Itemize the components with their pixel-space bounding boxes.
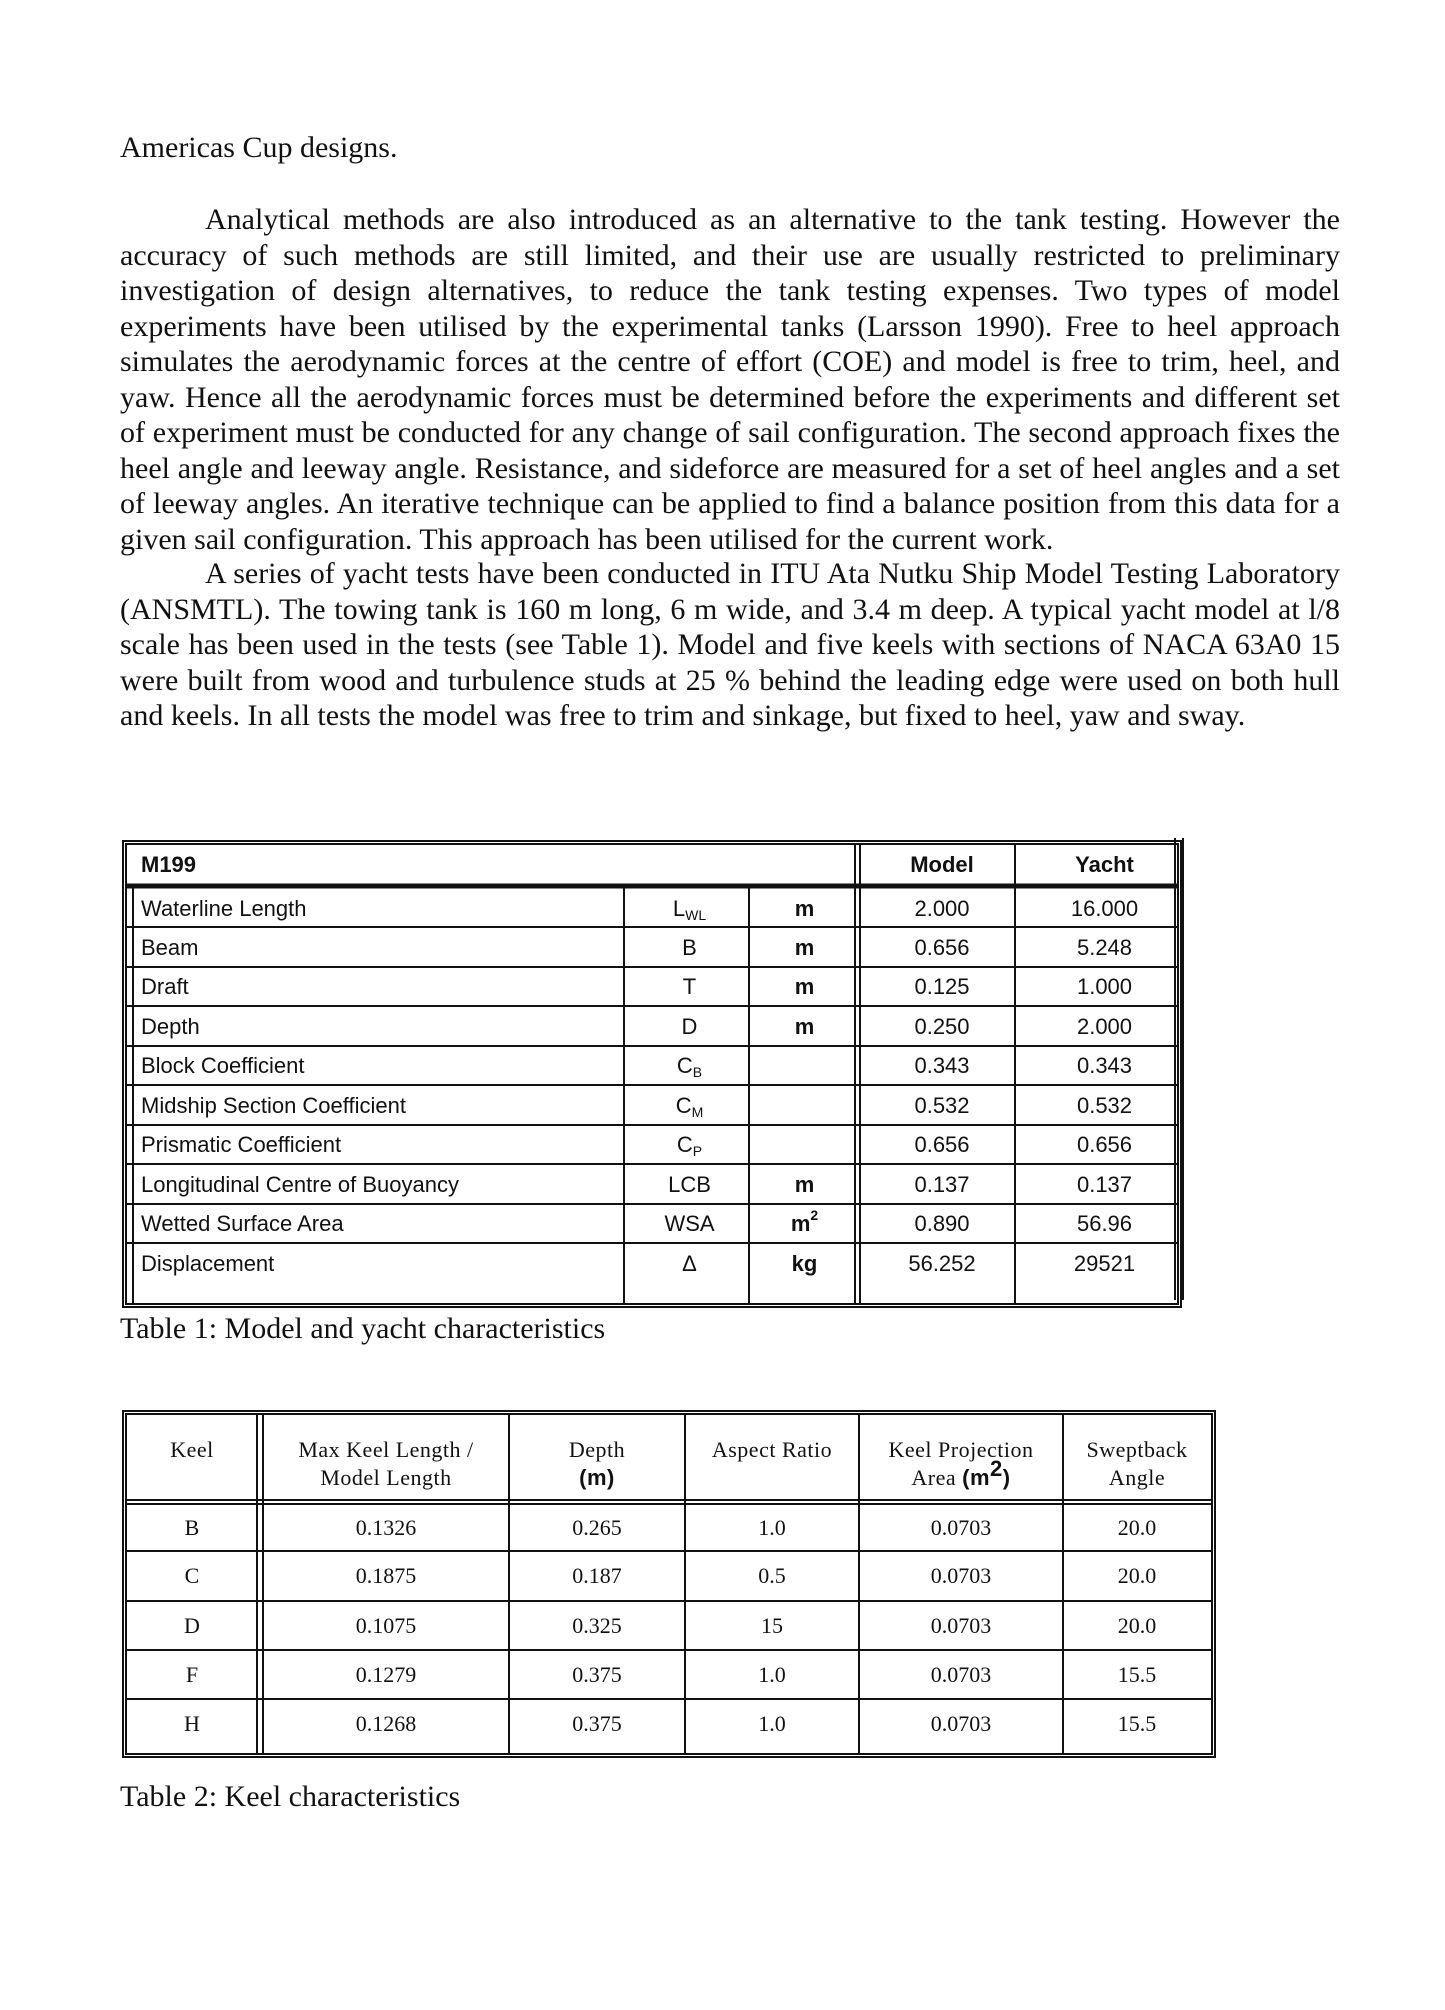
- symbol-text: Δ: [682, 1250, 697, 1276]
- symbol-text: L: [672, 895, 686, 921]
- symbol-subscript: M: [691, 1103, 704, 1120]
- table2-header-depth: [509, 1429, 685, 1499]
- row-aspect: 0.5: [758, 1563, 786, 1588]
- unit-superscript: 2: [810, 1206, 819, 1223]
- row-name: Midship Section Coefficient: [141, 1092, 406, 1118]
- row-symbol: [627, 1204, 752, 1244]
- paragraph-lead: Americas Cup designs.: [120, 131, 398, 164]
- table1-right-border: [1174, 838, 1184, 1300]
- table-keel-characteristics: [122, 1410, 1216, 1758]
- row-model-value: 0.890: [914, 1210, 970, 1236]
- row-name: Prismatic Coefficient: [141, 1131, 342, 1157]
- symbol-text: LCB: [668, 1171, 711, 1197]
- unit-text: kg: [791, 1250, 818, 1276]
- header-area-word: Area: [911, 1465, 957, 1490]
- paragraph-analytical-methods: Analytical methods are also introduced as an alternative to the tank testing. However the accuracy of such methods are still limited, and their use are usually restricted to preliminary investigation of design alternatives, to reduce the tank testing expenses. Two types of model experiments have been utilised by the experimental tanks (Larsson 1990). Free to heel approach simulates the aerodynamic forces at the centre of effort (COE) and model is free to trim, heel, and yaw. Hence all the aerodynamic forces must be determined before the experiments and different set of experiment must be conducted for any change of sail configuration. The second approach fixes the heel angle and leeway angle. Resistance, and sideforce are measured for a set of heel angles and a set of leeway angles. An iterative technique can be applied to find a balance position from this data for a given sail configuration. This approach has been utilised for the current work.: [120, 203, 1340, 556]
- row-yacht-value: 2.000: [1076, 1013, 1133, 1039]
- unit-text: m: [794, 973, 815, 999]
- header-keel-text: Keel: [170, 1437, 214, 1462]
- table-row: [127, 928, 1177, 968]
- table-row: [127, 1204, 1177, 1244]
- row-model-value: 56.252: [908, 1250, 976, 1276]
- row-aspect: 15: [761, 1613, 783, 1638]
- table2-header-length: [263, 1429, 509, 1499]
- header-depth-line1: Depth: [568, 1437, 626, 1462]
- row-area: 0.0703: [930, 1563, 992, 1588]
- unit-text: m: [794, 934, 815, 960]
- table2-header-keel: [127, 1429, 257, 1499]
- row-unit: [752, 1086, 857, 1126]
- row-name: Beam: [141, 934, 199, 960]
- row-keel: B: [184, 1515, 200, 1540]
- row-model-value: 0.125: [914, 973, 970, 999]
- table2-header-aspect: [685, 1429, 859, 1499]
- row-symbol: [627, 967, 752, 1007]
- header-sweep-line2: Angle: [1108, 1465, 1166, 1490]
- symbol-text: C: [676, 1131, 693, 1157]
- row-yacht-value: 5.248: [1076, 934, 1133, 960]
- row-keel: D: [184, 1613, 200, 1638]
- row-unit: [752, 928, 857, 968]
- header-area-close: ): [1002, 1465, 1011, 1490]
- row-unit: [752, 1125, 857, 1165]
- row-sweep: 15.5: [1117, 1662, 1157, 1687]
- symbol-text: WSA: [664, 1210, 715, 1236]
- row-yacht-value: 56.96: [1076, 1210, 1133, 1236]
- header-depth-line2: (m): [579, 1465, 615, 1490]
- row-sweep: 15.5: [1117, 1711, 1157, 1736]
- unit-text: m: [794, 1013, 815, 1039]
- row-yacht-value: 1.000: [1076, 973, 1133, 999]
- table-row: [127, 967, 1177, 1007]
- row-depth: 0.265: [572, 1515, 622, 1540]
- row-length: 0.1075: [355, 1613, 417, 1638]
- row-unit: [752, 967, 857, 1007]
- row-unit: [752, 1165, 857, 1205]
- table-row: [127, 1007, 1177, 1047]
- row-aspect: 1.0: [758, 1662, 786, 1687]
- row-yacht-value: 0.137: [1076, 1171, 1133, 1197]
- row-yacht-value: 16.000: [1070, 895, 1139, 921]
- row-keel: F: [185, 1662, 199, 1687]
- table-row: [127, 1125, 1177, 1165]
- row-yacht-value: 0.343: [1076, 1052, 1133, 1078]
- row-name: Draft: [141, 973, 189, 999]
- header-area-line2: [911, 1456, 1011, 1492]
- row-sweep: 20.0: [1117, 1515, 1157, 1540]
- header-area-line1: Keel Projection: [888, 1437, 1034, 1462]
- table1-header-name: M199: [141, 851, 197, 877]
- row-aspect: 1.0: [758, 1711, 786, 1736]
- table1-caption: Table 1: Model and yacht characteristics: [120, 1312, 606, 1345]
- row-model-value: 2.000: [914, 895, 970, 921]
- symbol-text: B: [682, 934, 697, 960]
- row-symbol: [627, 1125, 752, 1165]
- unit-text: m: [794, 1171, 815, 1197]
- header-length-line1: Max Keel Length /: [298, 1437, 474, 1462]
- row-area: 0.0703: [930, 1711, 992, 1736]
- row-area: 0.0703: [930, 1515, 992, 1540]
- table-row: [127, 1046, 1177, 1086]
- row-unit: [752, 1204, 857, 1244]
- row-length: 0.1326: [355, 1515, 417, 1540]
- unit-text: m: [794, 895, 815, 921]
- table2-caption: Table 2: Keel characteristics: [120, 1780, 461, 1813]
- header-length-line2: Model Length: [320, 1465, 452, 1490]
- header-area-sup: 2: [990, 1456, 1003, 1481]
- row-length: 0.1268: [355, 1711, 417, 1736]
- row-yacht-value: 0.532: [1076, 1092, 1133, 1118]
- header-aspect-text: Aspect Ratio: [711, 1437, 833, 1462]
- row-name: Waterline Length: [141, 895, 307, 921]
- table1-header-row: [127, 845, 1177, 885]
- row-depth: 0.375: [572, 1711, 622, 1736]
- header-sweep-line1: Sweptback: [1086, 1437, 1188, 1462]
- symbol-text: T: [682, 973, 697, 999]
- table1-header-model: Model: [910, 851, 974, 877]
- row-area: 0.0703: [930, 1662, 992, 1687]
- table1-header-yacht: Yacht: [1075, 851, 1134, 877]
- row-model-value: 0.343: [914, 1052, 970, 1078]
- header-area-unit: (m: [962, 1465, 991, 1490]
- symbol-text: D: [681, 1013, 698, 1039]
- row-length: 0.1279: [355, 1662, 417, 1687]
- row-name: Wetted Surface Area: [141, 1210, 344, 1236]
- row-name: Block Coefficient: [141, 1052, 305, 1078]
- symbol-text: C: [676, 1052, 693, 1078]
- row-sweep: 20.0: [1117, 1613, 1157, 1638]
- row-unit: [752, 889, 857, 929]
- row-area: 0.0703: [930, 1613, 992, 1638]
- row-length: 0.1875: [355, 1563, 417, 1588]
- row-unit: [752, 1244, 857, 1284]
- symbol-text: C: [675, 1092, 692, 1118]
- symbol-subscript: WL: [685, 906, 707, 923]
- row-model-value: 0.656: [914, 1131, 970, 1157]
- unit-text: m: [790, 1210, 811, 1236]
- row-symbol: [627, 1244, 752, 1284]
- row-depth: 0.325: [572, 1613, 622, 1638]
- row-symbol: [627, 1046, 752, 1086]
- row-symbol: [627, 1086, 752, 1126]
- row-symbol: [627, 1007, 752, 1047]
- table-row: [127, 1165, 1177, 1205]
- row-symbol: [627, 928, 752, 968]
- row-model-value: 0.137: [914, 1171, 970, 1197]
- row-name: Depth: [141, 1013, 200, 1039]
- table2-header-sweep: [1063, 1429, 1211, 1499]
- paragraph-yacht-tests: A series of yacht tests have been conducted in ITU Ata Nutku Ship Model Testing Laboratory (ANSMTL). The towing tank is 160 m long, 6 m wide, and 3.4 m deep. A typical yacht model at l/8 scale has been used in the tests (see Table 1). Model and five keels with sections of NACA 63A0 15 were built from wood and turbulence studs at 25 % behind the leading edge were used on both hull and keels. In all tests the model was free to trim and sinkage, but fixed to heel, yaw and sway.: [120, 557, 1340, 732]
- row-yacht-value: 29521: [1073, 1250, 1136, 1276]
- row-keel: C: [184, 1563, 200, 1588]
- row-unit: [752, 1007, 857, 1047]
- row-sweep: 20.0: [1117, 1563, 1157, 1588]
- row-unit: [752, 1046, 857, 1086]
- row-aspect: 1.0: [758, 1515, 786, 1540]
- row-name: Displacement: [141, 1250, 275, 1276]
- row-depth: 0.187: [572, 1563, 622, 1588]
- row-name: Longitudinal Centre of Buoyancy: [141, 1171, 459, 1197]
- row-model-value: 0.250: [914, 1013, 970, 1039]
- symbol-subscript: P: [692, 1142, 703, 1159]
- table2-header-area: [859, 1429, 1063, 1499]
- row-depth: 0.375: [572, 1662, 622, 1687]
- row-symbol: [627, 1165, 752, 1205]
- row-yacht-value: 0.656: [1076, 1131, 1133, 1157]
- symbol-subscript: B: [692, 1063, 703, 1080]
- table-model-yacht-characteristics: [122, 840, 1182, 1308]
- table-row: [127, 1244, 1177, 1284]
- row-model-value: 0.656: [914, 934, 970, 960]
- row-keel: H: [184, 1711, 200, 1736]
- table-row: [127, 889, 1177, 929]
- row-model-value: 0.532: [914, 1092, 970, 1118]
- row-symbol: [627, 889, 752, 929]
- table-row: [127, 1086, 1177, 1126]
